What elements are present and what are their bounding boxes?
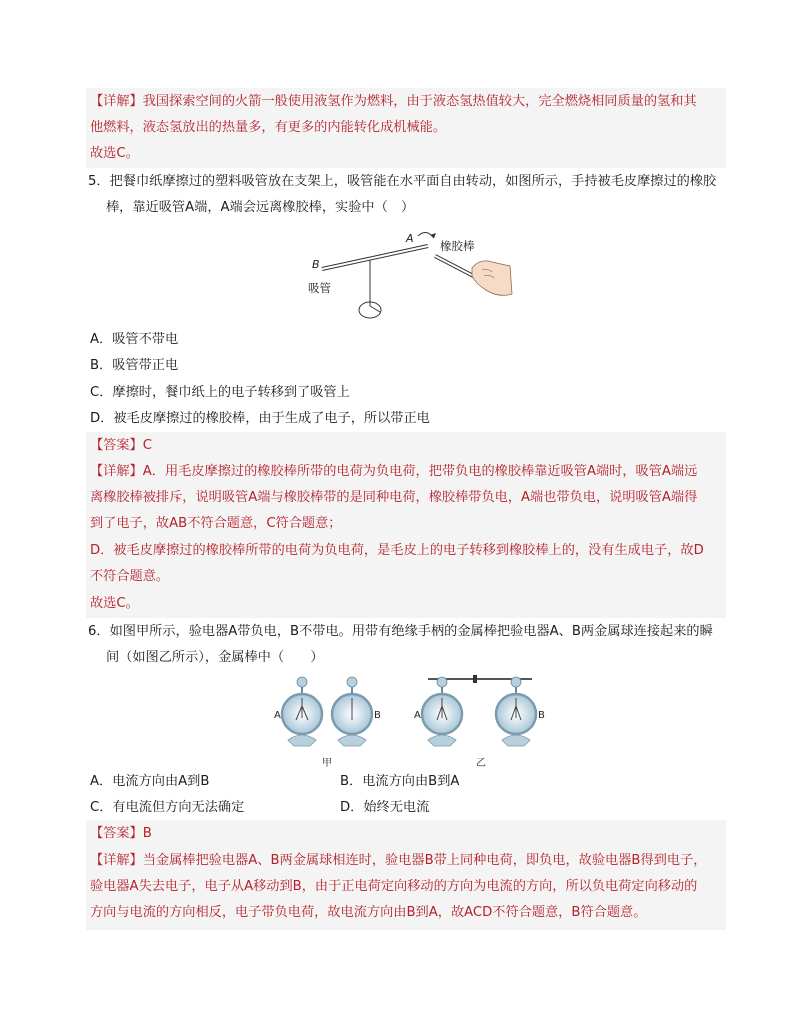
q6-stem-line-2: 间（如图乙所示），金属棒中（ ）: [106, 650, 324, 665]
q5-label-tube: 吸管: [308, 281, 331, 295]
prev-choice: 故选C。: [90, 146, 139, 161]
q6-explanation-line-3: 方向与电流的方向相反，电子带负电荷，故电流方向由B到A，故ACD不符合题意，B符合题意。: [90, 905, 647, 920]
q5-explanation-line-4: D．被毛皮摩擦过的橡胶棒所带的电荷为负电荷，是毛皮上的电子转移到橡胶棒上的，没有生成电子，故D: [90, 543, 704, 558]
q6-option-d: D．始终无电流: [340, 800, 430, 815]
q6-stem-line-1: 6．如图甲所示，验电器A带负电，B不带电。用带有绝缘手柄的金属棒把验电器A、B两金属球连接起来的瞬: [88, 624, 713, 639]
q5-option-d: D．被毛皮摩擦过的橡胶棒，由于生成了电子，所以带正电: [90, 411, 430, 426]
q6-label-b2: B: [538, 710, 545, 721]
electroscope-a-1: [282, 677, 322, 746]
q6-label-b1: B: [374, 710, 381, 721]
q6-option-a: A．电流方向由A到B: [90, 774, 210, 789]
q5-label-a: A: [406, 232, 414, 245]
q6-label-a1: A: [274, 710, 281, 721]
q5-stem-line-2: 棒，靠近吸管A端，A端会远离橡胶棒，实验中（ ）: [106, 200, 415, 215]
q5-option-b: B．吸管带正电: [90, 358, 179, 373]
q5-answer: 【答案】C: [90, 438, 152, 453]
q6-caption-1: 甲: [322, 758, 332, 769]
electroscope-a-2: [422, 677, 462, 746]
q5-label-b: B: [312, 258, 320, 271]
q5-option-a: A．吸管不带电: [90, 332, 179, 347]
q5-explanation-line-1: 【详解】A．用毛皮摩擦过的橡胶棒所带的电荷为负电荷，把带负电的橡胶棒靠近吸管A端时，吸管A端远: [90, 464, 698, 479]
q6-caption-2: 乙: [476, 758, 486, 769]
q5-choice: 故选C。: [90, 596, 139, 611]
prev-explanation-line-2: 他燃料，液态氢放出的热量多，有更多的内能转化成机械能。: [90, 120, 447, 135]
q5-explanation-line-5: 不符合题意。: [90, 569, 170, 584]
q5-option-c: C．摩擦时，餐巾纸上的电子转移到了吸管上: [90, 385, 350, 400]
electroscope-b-2: [496, 677, 536, 746]
q6-option-b: B．电流方向由B到A: [340, 774, 460, 789]
electroscope-b-1: [332, 677, 372, 746]
q5-explanation-line-3: 到了电子，故AB不符合题意，C符合题意；: [90, 516, 342, 531]
q6-label-a2: A: [414, 710, 421, 721]
q5-figure: [300, 220, 530, 330]
q6-option-c: C．有电流但方向无法确定: [90, 800, 245, 815]
q6-explanation-line-1: 【详解】当金属棒把验电器A、B两金属球相连时，验电器B带上同种电荷，即负电，故验电器B得到电子，: [90, 853, 707, 868]
q6-figure: [270, 670, 570, 770]
q6-explanation-line-2: 验电器A失去电子，电子从A移动到B，由于正电荷定向移动的方向为电流的方向，所以负电荷定向移动的: [90, 879, 698, 894]
q6-answer: 【答案】B: [90, 826, 152, 841]
q5-label-rod: 橡胶棒: [440, 239, 475, 253]
prev-explanation-line-1: 【详解】我国探索空间的火箭一般使用液氢作为燃料，由于液态氢热值较大，完全燃烧相同质量的氢和其: [90, 94, 697, 109]
q5-stem-line-1: 5．把餐巾纸摩擦过的塑料吸管放在支架上，吸管能在水平面自由转动，如图所示，手持被毛皮摩擦过的橡胶: [88, 174, 717, 189]
q5-explanation-line-2: 离橡胶棒被排斥，说明吸管A端与橡胶棒带的是同种电荷，橡胶棒带负电，A端也带负电，说明吸管A端得: [90, 490, 698, 505]
